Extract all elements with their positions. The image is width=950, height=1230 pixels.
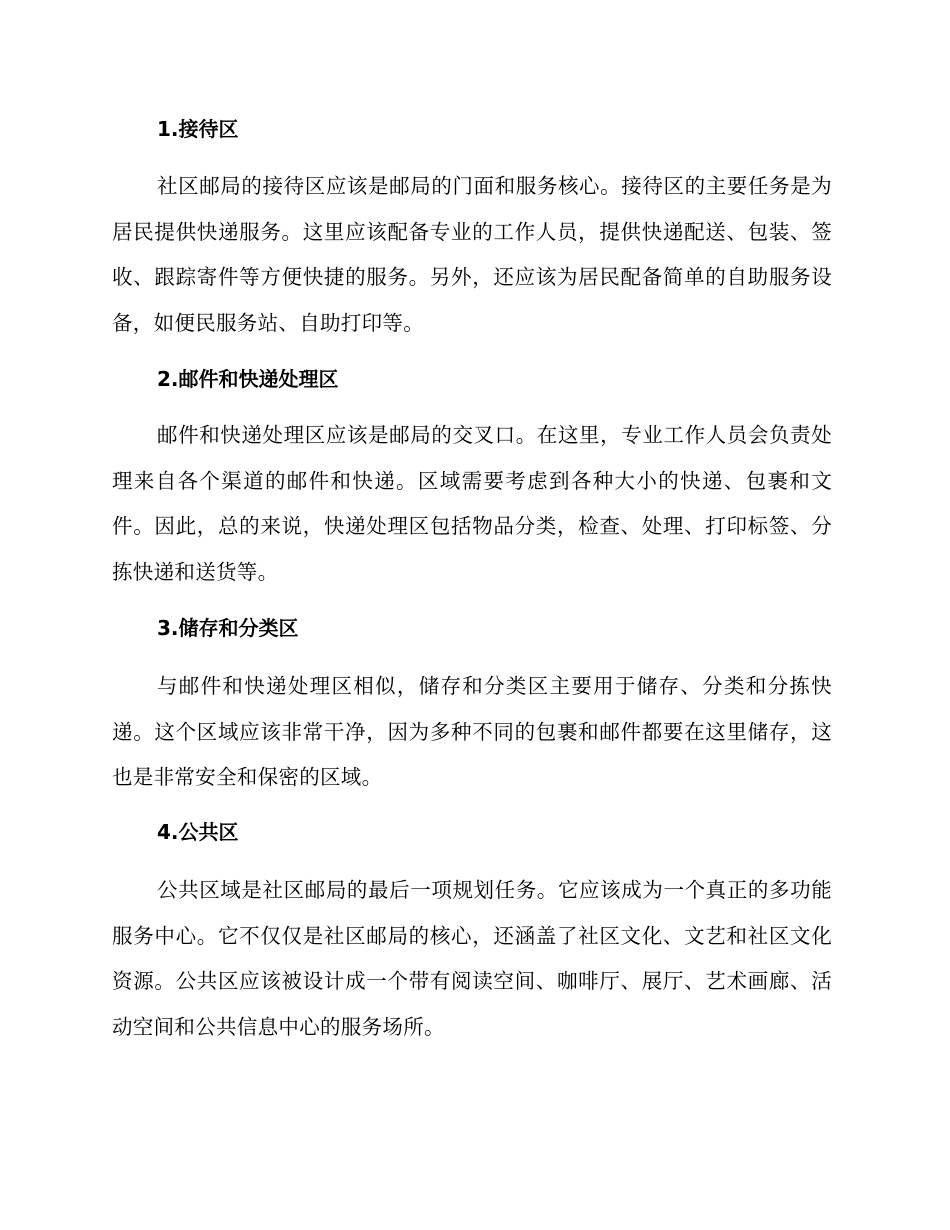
section-paragraph: 公共区域是社区邮局的最后一项规划任务。它应该成为一个真正的多功能服务中心。它不仅仅是社区邮局的核心，还涵盖了社区文化、文艺和社区文化资源。公共区应该被设计成一个带有阅读空间、咖啡厅、展厅、艺术画廊、活动空间和公共信息中心的服务场所。 (112, 878, 832, 1039)
section-heading: 4.公共区 (157, 820, 239, 844)
section-paragraph: 邮件和快递处理区应该是邮局的交叉口。在这里，专业工作人员会负责处理来自各个渠道的邮件和快递。区域需要考虑到各种大小的快递、包裹和文件。因此，总的来说，快递处理区包括物品分类，检查、处理、打印标签、分拣快递和送货等。 (112, 423, 832, 584)
section-heading: 1.接待区 (157, 117, 239, 141)
section-paragraph: 与邮件和快递处理区相似，储存和分类区主要用于储存、分类和分拣快递。这个区域应该非常干净，因为多种不同的包裹和邮件都要在这里储存，这也是非常安全和保密的区域。 (112, 674, 832, 789)
section-heading: 2.邮件和快递处理区 (157, 367, 339, 391)
section-paragraph: 社区邮局的接待区应该是邮局的门面和服务核心。接待区的主要任务是为居民提供快递服务。这里应该配备专业的工作人员，提供快递配送、包装、签收、跟踪寄件等方便快捷的服务。另外，还应该为居民配备简单的自助服务设备，如便民服务站、自助打印等。 (112, 174, 832, 335)
section-heading: 3.储存和分类区 (157, 616, 299, 640)
